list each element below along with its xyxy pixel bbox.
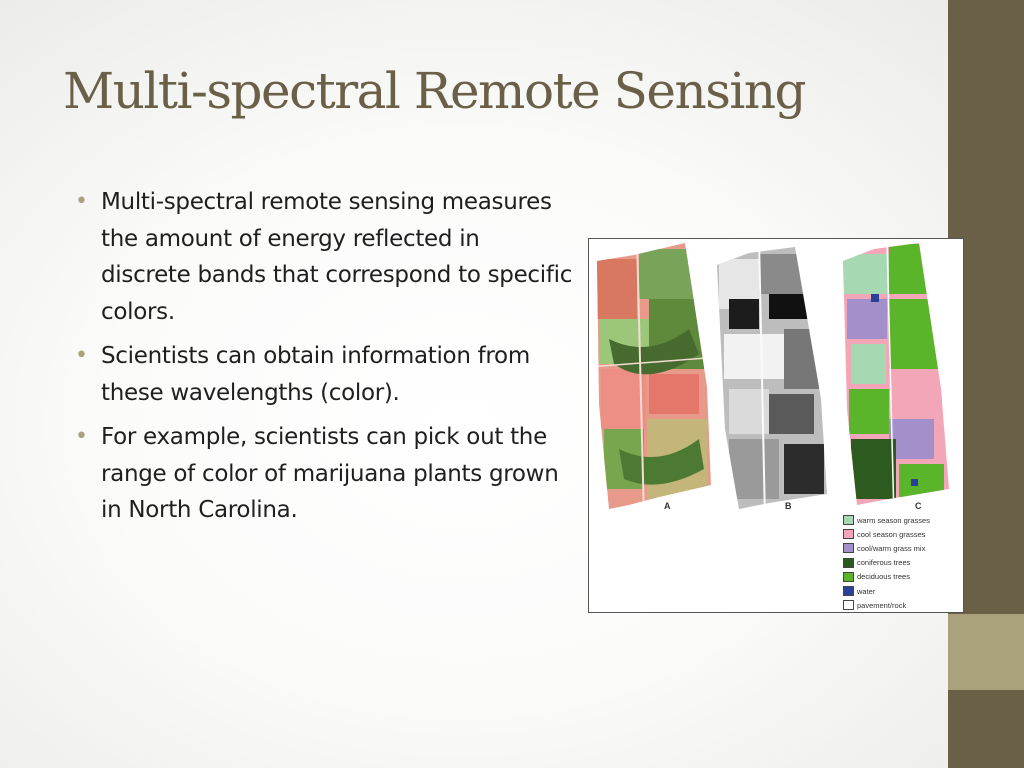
legend-item bbox=[843, 527, 961, 541]
legend-label: water bbox=[857, 586, 876, 596]
panel-c-image bbox=[834, 239, 964, 519]
legend-item bbox=[843, 556, 961, 570]
bullet-dot-icon: • bbox=[75, 343, 88, 368]
bullet-text: Scientists can obtain information from these wavelengths (color). bbox=[101, 343, 530, 406]
bullet-list bbox=[75, 184, 575, 537]
legend-swatch bbox=[843, 586, 854, 596]
legend-swatch bbox=[843, 572, 854, 582]
legend-swatch bbox=[843, 543, 854, 553]
legend-item bbox=[843, 541, 961, 555]
legend-label: cool season grasses bbox=[857, 529, 926, 539]
bullet-item bbox=[75, 419, 575, 529]
legend-swatch bbox=[843, 558, 854, 568]
panel-label-b: B bbox=[785, 501, 792, 511]
bullet-text: Multi-spectral remote sensing measures the amount of energy reflected in discrete bands that correspond to specific colors. bbox=[101, 189, 573, 325]
legend-item bbox=[843, 584, 961, 598]
legend-label: pavement/rock bbox=[857, 600, 907, 610]
panel-a-image bbox=[589, 239, 719, 519]
legend-label: coniferous trees bbox=[857, 558, 911, 568]
bullet-dot-icon: • bbox=[75, 424, 88, 449]
legend-item bbox=[843, 570, 961, 584]
satellite-image-figure bbox=[588, 238, 964, 613]
bullet-item bbox=[75, 338, 575, 411]
legend-item bbox=[843, 513, 961, 527]
legend-label: cool/warm grass mix bbox=[857, 543, 926, 553]
side-bar-accent bbox=[948, 614, 1024, 690]
bullet-dot-icon: • bbox=[75, 189, 88, 214]
legend-item bbox=[843, 598, 961, 612]
legend-label: warm season grasses bbox=[857, 515, 930, 525]
bullet-item bbox=[75, 184, 575, 330]
panel-label-c: C bbox=[915, 501, 922, 511]
legend-swatch bbox=[843, 600, 854, 610]
bullet-text: For example, scientists can pick out the range of color of marijuana plants grown in North Carolina. bbox=[101, 424, 559, 523]
slide-title: Multi-spectral Remote Sensing bbox=[63, 62, 806, 120]
legend-swatch bbox=[843, 515, 854, 525]
panel-b-image bbox=[709, 239, 839, 519]
land-cover-legend bbox=[843, 513, 961, 612]
panel-label-a: A bbox=[664, 501, 671, 511]
legend-label: deciduous trees bbox=[857, 572, 910, 582]
side-bar-bottom bbox=[948, 690, 1024, 768]
legend-swatch bbox=[843, 529, 854, 539]
